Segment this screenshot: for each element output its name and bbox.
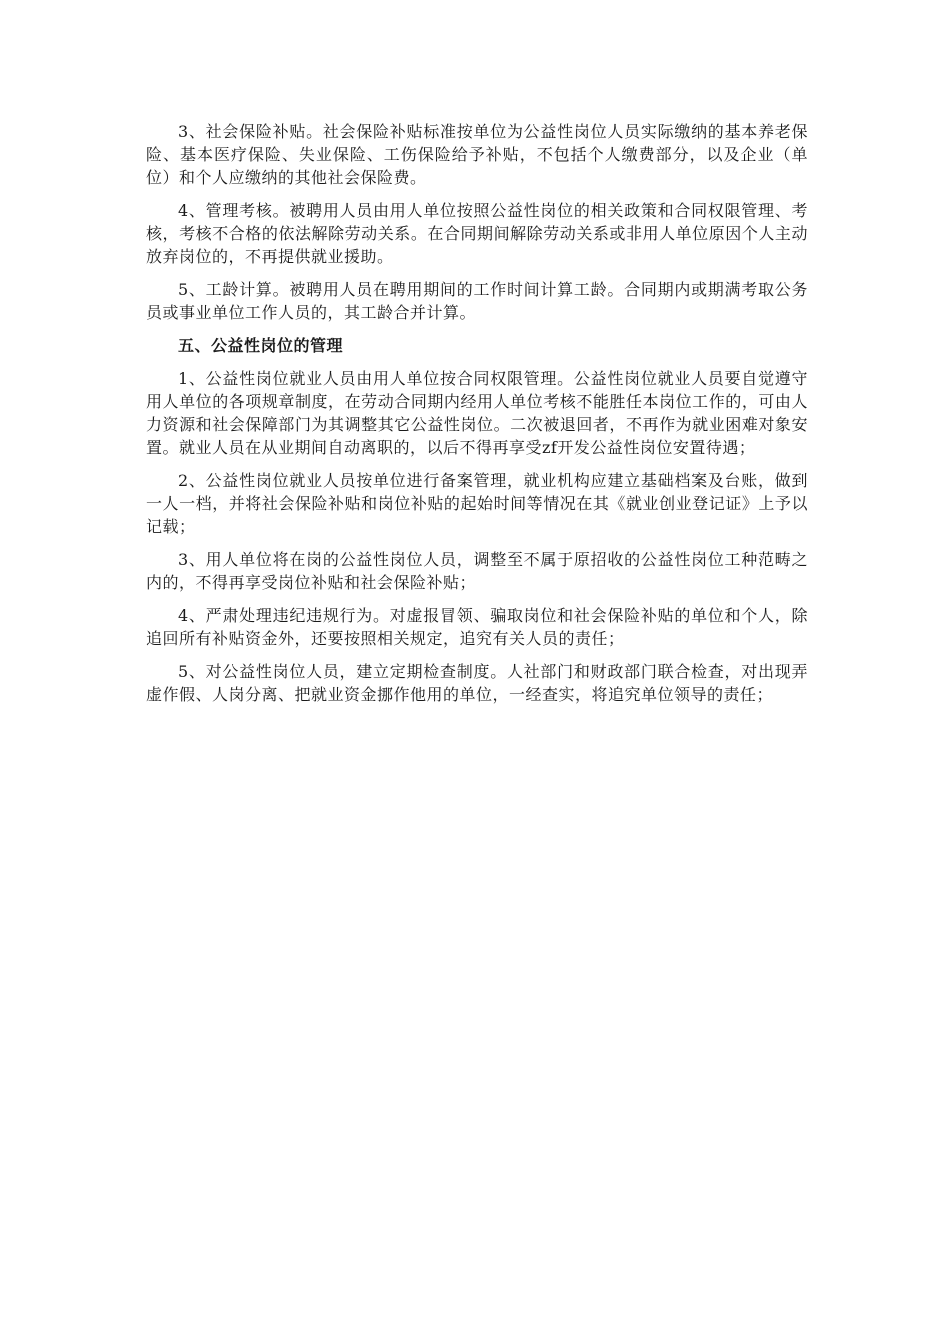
section-heading: 五、公益性岗位的管理 bbox=[178, 336, 344, 355]
paragraph-management-3: 3、用人单位将在岗的公益性岗位人员，调整至不属于原招收的公益性岗位工种范畴之内的，不得再享受岗位补贴和社会保险补贴； bbox=[146, 550, 808, 592]
document-body bbox=[146, 120, 808, 716]
paragraph-seniority-calculation: 5、工龄计算。被聘用人员在聘用期间的工作时间计算工龄。合同期内或期满考取公务员或事业单位工作人员的，其工龄合并计算。 bbox=[146, 280, 808, 322]
paragraph-management-2: 2、公益性岗位就业人员按单位进行备案管理，就业机构应建立基础档案及台账，做到一人一档，并将社会保险补贴和岗位补贴的起始时间等情况在其《就业创业登记证》上予以记载； bbox=[146, 471, 808, 536]
paragraph-social-insurance-subsidy: 3、社会保险补贴。社会保险补贴标准按单位为公益性岗位人员实际缴纳的基本养老保险、基本医疗保险、失业保险、工伤保险给予补贴，不包括个人缴费部分，以及企业（单位）和个人应缴纳的其他社会保险费。 bbox=[146, 122, 808, 187]
paragraph-management-5: 5、对公益性岗位人员，建立定期检查制度。人社部门和财政部门联合检查，对出现弄虚作假、人岗分离、把就业资金挪作他用的单位，一经查实，将追究单位领导的责任； bbox=[146, 662, 808, 704]
paragraph-management-1: 1、公益性岗位就业人员由用人单位按合同权限管理。公益性岗位就业人员要自觉遵守用人单位的各项规章制度，在劳动合同期内经用人单位考核不能胜任本岗位工作的，可由人力资源和社会保障部门为其调整其它公益性岗位。二次被退回者，不再作为就业困难对象安置。就业人员在从业期间自动离职的，以后不得再享受zf开发公益性岗位安置待遇； bbox=[146, 369, 808, 457]
paragraph-management-4: 4、严肃处理违纪违规行为。对虚报冒领、骗取岗位和社会保险补贴的单位和个人，除追回所有补贴资金外，还要按照相关规定，追究有关人员的责任； bbox=[146, 606, 808, 648]
paragraph-management-assessment: 4、管理考核。被聘用人员由用人单位按照公益性岗位的相关政策和合同权限管理、考核，考核不合格的依法解除劳动关系。在合同期间解除劳动关系或非用人单位原因个人主动放弃岗位的，不再提供就业援助。 bbox=[146, 201, 808, 266]
